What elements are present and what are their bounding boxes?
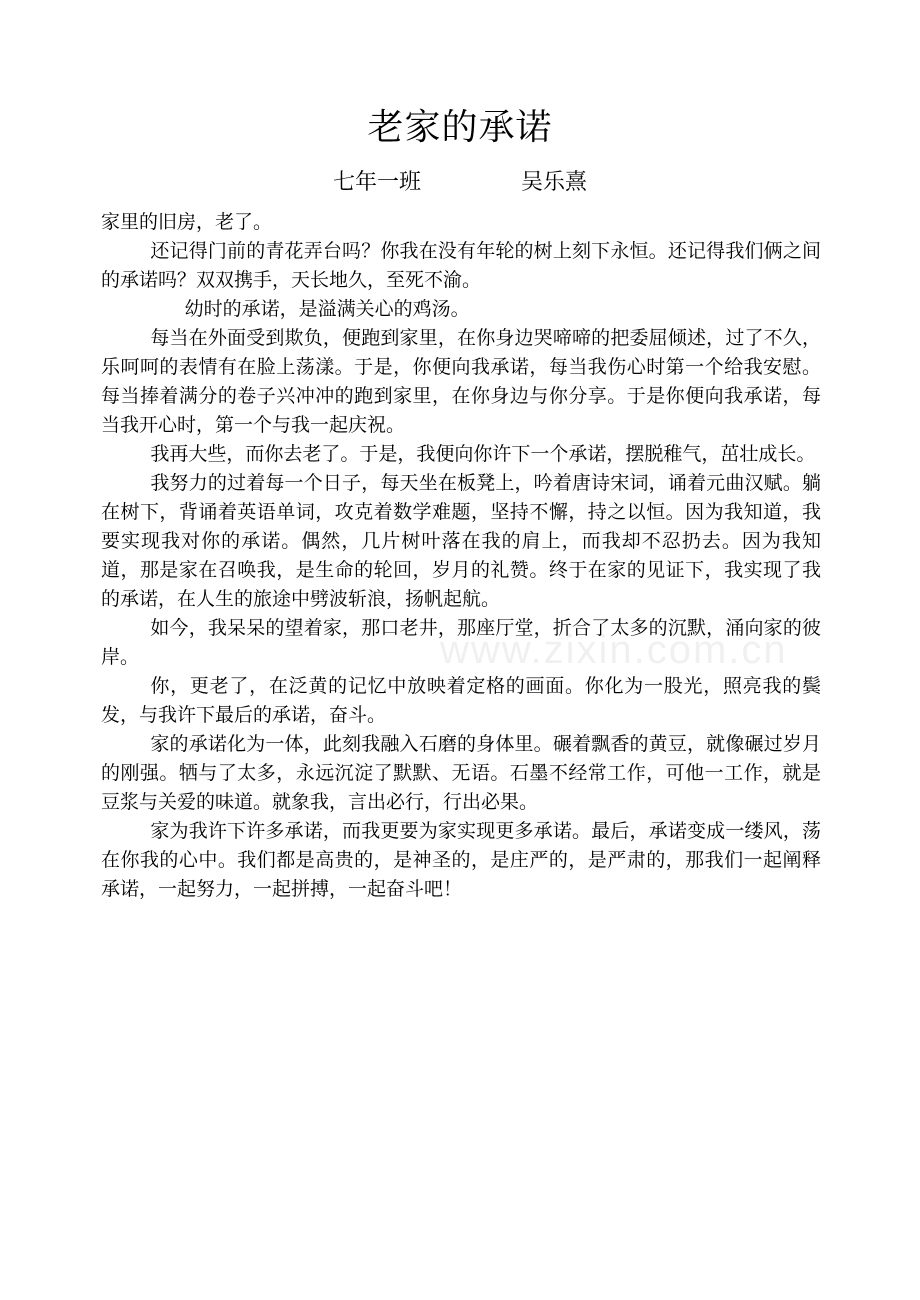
- watermark: www.zixin.com.cn: [440, 628, 788, 672]
- paragraph: 每当在外面受到欺负，便跑到家里，在你身边哭啼啼的把委屈倾述，过了不久，乐呵呵的表情有在脸上荡漾。于是，你便向我承诺，每当我伤心时第一个给我安慰。每当捧着满分的卷子兴冲冲的跑到家里，在你身边与你分享。于是你便向我承诺，每当我开心时，第一个与我一起庆祝。: [101, 327, 821, 436]
- class-name: 七年一班: [332, 170, 421, 195]
- paragraph: 我再大些，而你去老了。于是，我便向你许下一个承诺，摆脱稚气，茁壮成长。: [150, 443, 816, 465]
- essay-body: [101, 208, 821, 904]
- author-name: 吴乐熹: [521, 170, 588, 195]
- paragraph: 还记得门前的青花弄台吗？你我在没有年轮的树上刻下永恒。还记得我们俩之间的承诺吗？双双携手，天长地久，至死不渝。: [101, 240, 821, 291]
- byline: [0, 166, 920, 200]
- paragraph: 如今，我呆呆的望着家，那口老井，那座厅堂，折合了太多的沉默，涌向家的彼岸。: [101, 617, 821, 668]
- paragraph: 家里的旧房，老了。: [101, 211, 273, 233]
- document-title: 老家的承诺: [367, 107, 553, 148]
- paragraph: 家的承诺化为一体，此刻我融入石磨的身体里。碾着飘香的黄豆，就像碾过岁月的刚强。牺与了太多，永远沉淀了默默、无语。石墨不经常工作，可他一工作，就是豆浆与关爱的味道。就象我，言出必行，行出必果。: [101, 733, 821, 813]
- paragraph: 家为我许下许多承诺，而我更要为家实现更多承诺。最后，承诺变成一缕风，荡在你我的心中。我们都是高贵的，是神圣的，是庄严的，是严肃的，那我们一起阐释承诺，一起努力，一起拼搏，一起奋斗吧！: [101, 820, 821, 900]
- paragraph: 幼时的承诺，是溢满关心的鸡汤。: [184, 298, 470, 320]
- paragraph: 你，更老了，在泛黄的记忆中放映着定格的画面。你化为一股光，照亮我的鬓发，与我许下最后的承诺，奋斗。: [101, 675, 821, 726]
- paragraph: 我努力的过着每一个日子，每天坐在板凳上，吟着唐诗宋词，诵着元曲汉赋。躺在树下，背诵着英语单词，攻克着数学难题，坚持不懈，持之以恒。因为我知道，我要实现我对你的承诺。偶然，几片树叶落在我的肩上，而我却不忍扔去。因为我知道，那是家在召唤我，是生命的轮回，岁月的礼赞。终于在家的见证下，我实现了我的承诺，在人生的旅途中劈波斩浪，扬帆起航。: [101, 472, 821, 610]
